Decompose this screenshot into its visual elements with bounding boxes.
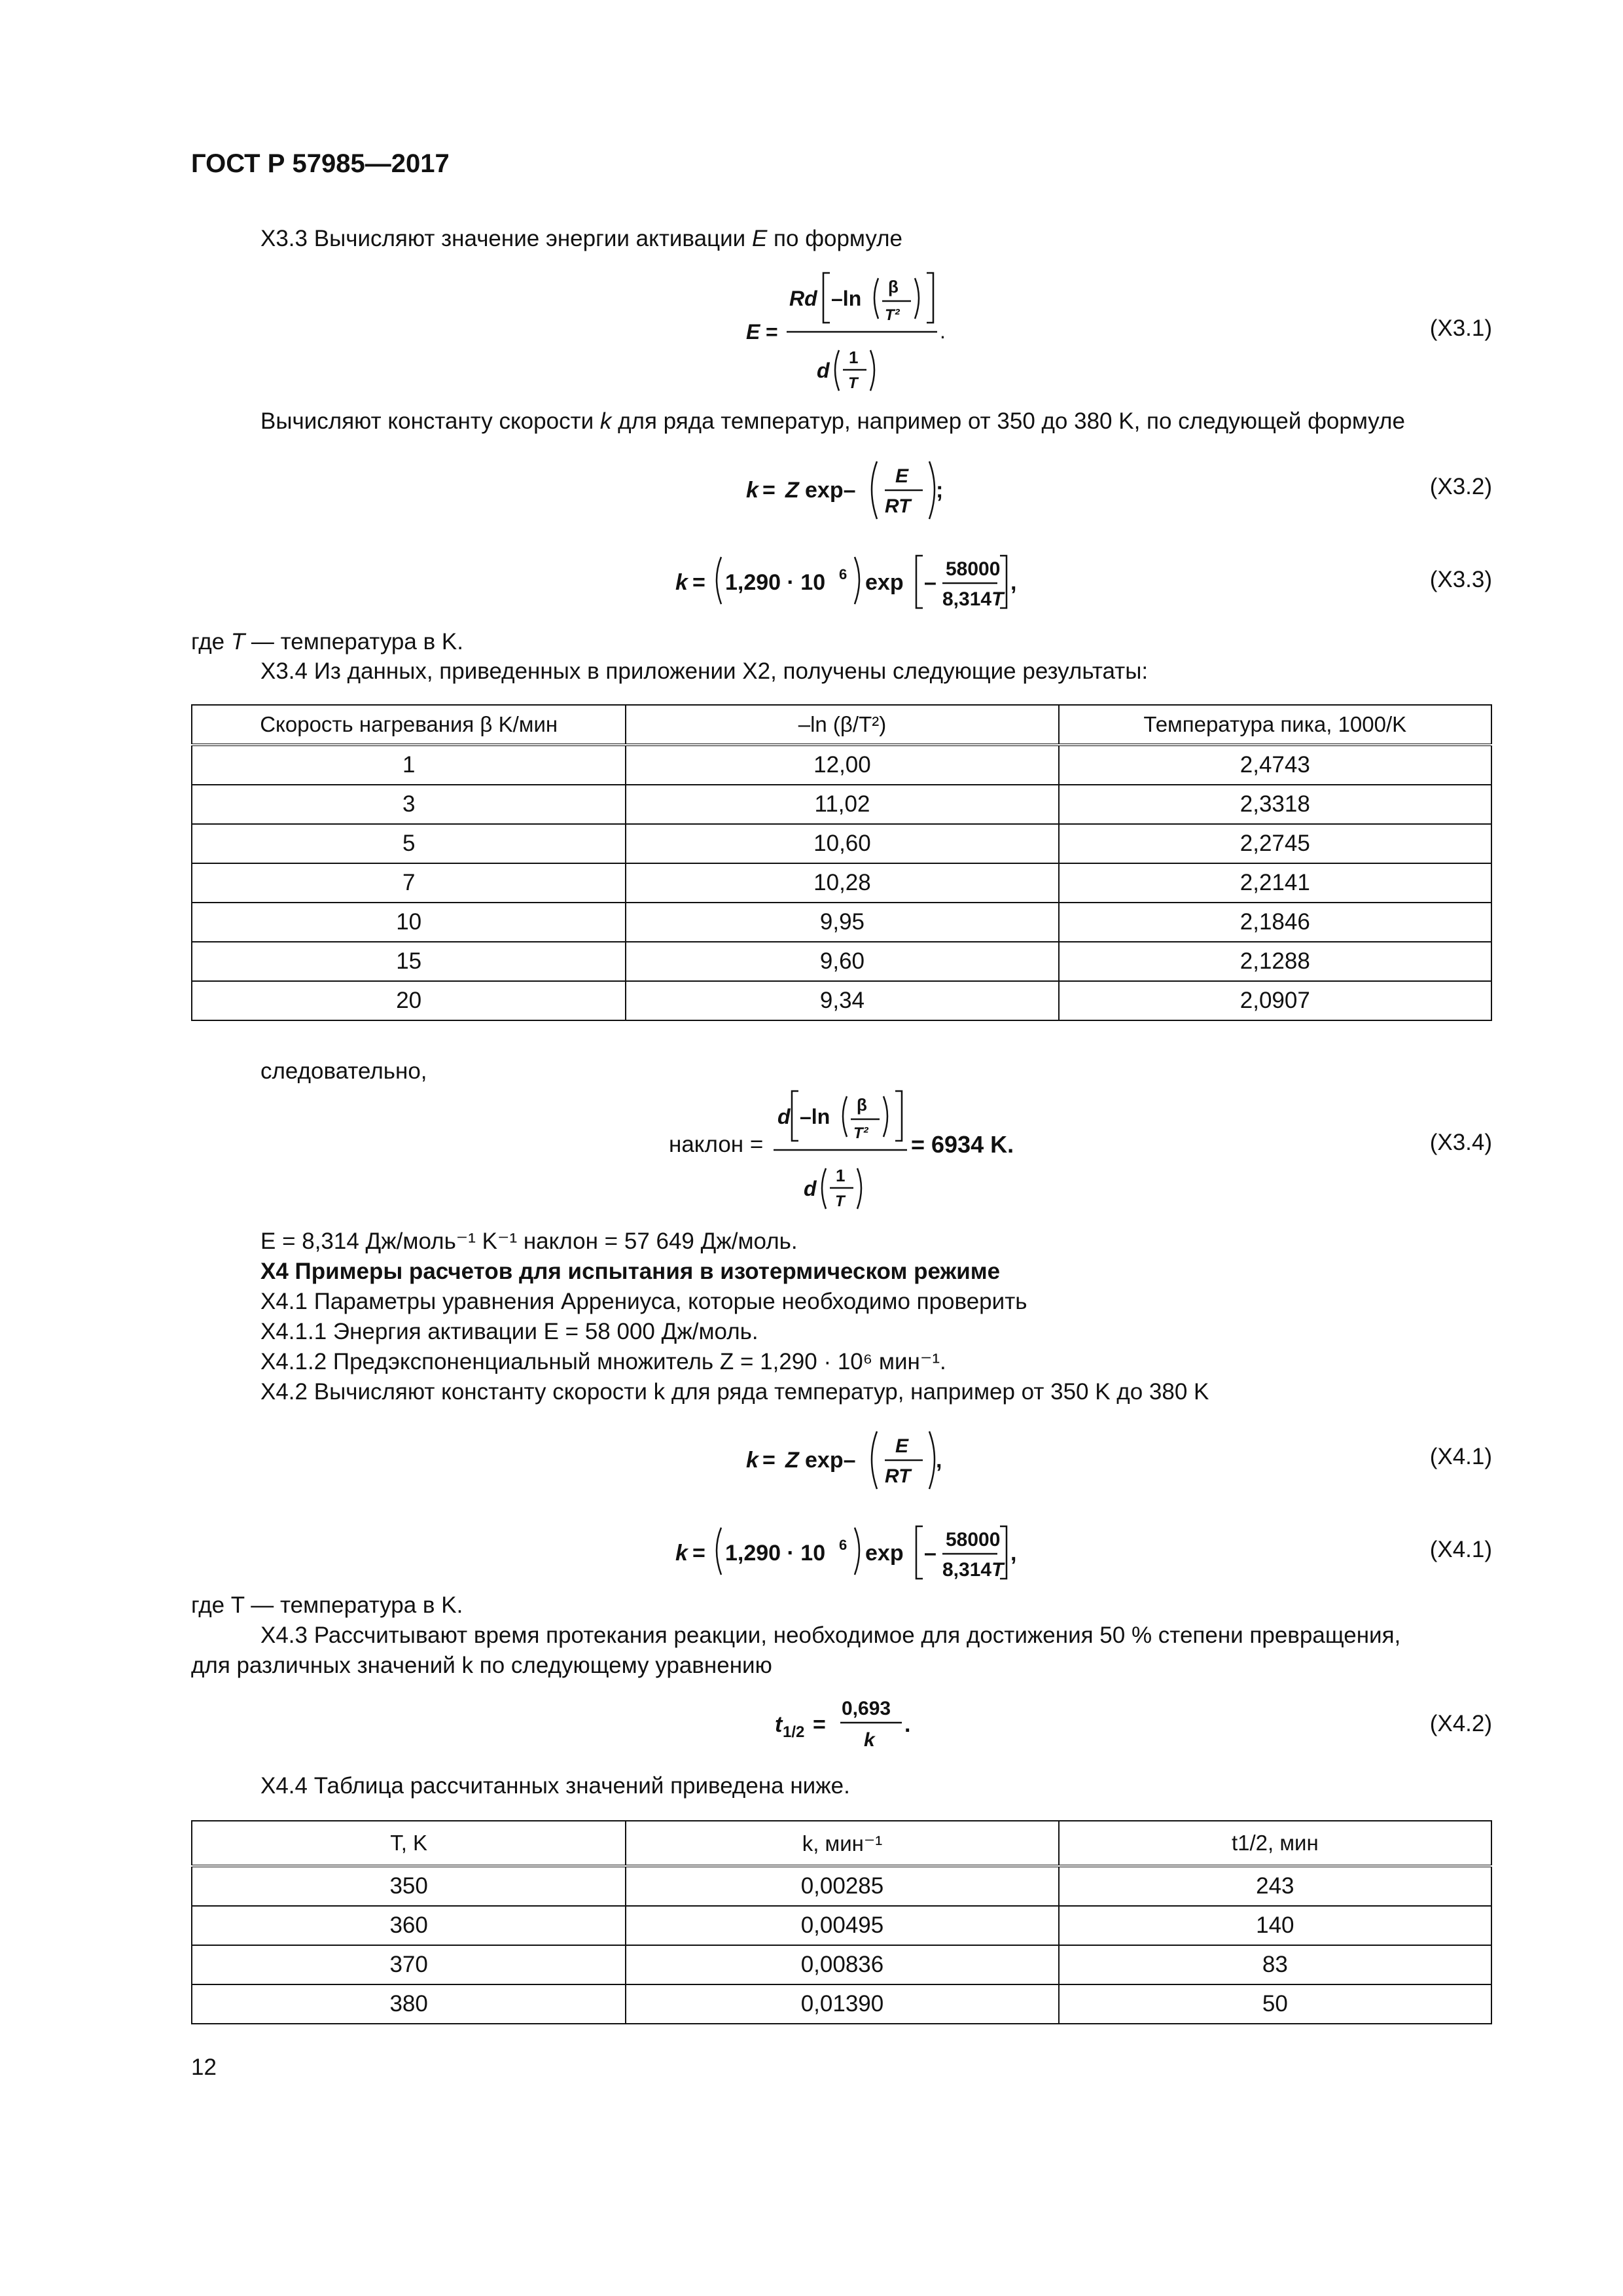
svg-text:;: ; — [936, 478, 944, 503]
svg-text:,: , — [936, 1448, 942, 1473]
svg-text:k: k — [675, 1541, 688, 1566]
table-cell: 20 — [192, 981, 626, 1020]
table-cell: 0,00495 — [626, 1906, 1058, 1945]
svg-text:exp: exp — [865, 1541, 904, 1566]
table-cell: 380 — [192, 1984, 626, 2024]
svg-text:=: = — [692, 1541, 705, 1566]
svg-text:=: = — [813, 1712, 826, 1737]
activation-energy-result: E = 8,314 Дж/моль⁻¹ K⁻¹ наклон = 57 649 Дж/моль. — [260, 1229, 798, 1254]
table-cell: 15 — [192, 942, 626, 981]
svg-text:0,693: 0,693 — [842, 1698, 891, 1719]
svg-text:8,314T: 8,314T — [942, 1559, 1004, 1581]
equation-number-x33: (X3.3) — [1429, 567, 1492, 592]
formula-x33 — [668, 547, 1034, 619]
table-cell: 10,60 — [626, 824, 1058, 863]
paragraph-x43-line2: для различных значений k по следующему уравнению — [191, 1653, 772, 1678]
page-number: 12 — [191, 2054, 217, 2080]
svg-text:–: – — [924, 570, 936, 595]
table-cell: 10,28 — [626, 863, 1058, 903]
svg-text:E: E — [746, 320, 760, 344]
svg-text:,: , — [1010, 570, 1017, 595]
table-row — [192, 1866, 1491, 1906]
paragraph-x33: X3.3 Вычисляют значение энергии активации E по формуле — [260, 226, 902, 251]
svg-text:RT: RT — [885, 495, 911, 517]
table-cell: 50 — [1059, 1984, 1491, 2024]
column-header: t1/2, мин — [1059, 1821, 1491, 1866]
svg-text:–: – — [924, 1541, 936, 1566]
table-cell: 2,1846 — [1059, 903, 1491, 942]
paragraph-x43-line1: X4.3 Рассчитывают время протекания реакции, необходимое для достижения 50 % степени превращения, — [260, 1623, 1401, 1648]
svg-text:RT: RT — [885, 1465, 911, 1487]
equation-number-x32: (X3.2) — [1429, 474, 1492, 499]
svg-text:1/2: 1/2 — [783, 1723, 805, 1741]
svg-text:–ln: –ln — [800, 1105, 830, 1128]
svg-text:Z: Z — [785, 478, 799, 503]
table-row — [192, 981, 1491, 1020]
paragraph-x412: X4.1.2 Предэкспоненциальный множитель Z = 1,290 · 10⁶ мин⁻¹. — [260, 1349, 946, 1374]
svg-text:d: d — [804, 1177, 817, 1200]
formula-x42 — [772, 1689, 942, 1761]
table-cell: 360 — [192, 1906, 626, 1945]
table-cell: 2,2745 — [1059, 824, 1491, 863]
formula-x32 — [740, 455, 962, 527]
table-row — [192, 1984, 1491, 2024]
table-cell: 243 — [1059, 1866, 1491, 1906]
paragraph-x41: X4.1 Параметры уравнения Аррениуса, которые необходимо проверить — [260, 1289, 1027, 1314]
svg-text:exp–: exp– — [805, 478, 856, 503]
formula-x41b — [668, 1517, 1034, 1589]
equation-number-x42: (X4.2) — [1429, 1711, 1492, 1736]
table-cell: 370 — [192, 1945, 626, 1984]
svg-text:T²: T² — [853, 1124, 868, 1142]
table-cell: 9,60 — [626, 942, 1058, 981]
table-row — [192, 903, 1491, 942]
svg-text:6: 6 — [839, 1537, 847, 1553]
column-header: –ln (β/T²) — [626, 705, 1058, 745]
svg-text:E: E — [895, 1435, 909, 1457]
table-cell: 2,1288 — [1059, 942, 1491, 981]
calculated-values-table — [191, 1820, 1492, 2024]
table-cell: 7 — [192, 863, 626, 903]
svg-text:=: = — [762, 478, 776, 503]
column-header: T, K — [192, 1821, 626, 1866]
table-cell: 11,02 — [626, 785, 1058, 824]
table-cell: 9,95 — [626, 903, 1058, 942]
table-cell: 350 — [192, 1866, 626, 1906]
table-header-row — [192, 705, 1491, 745]
table-cell: 0,01390 — [626, 1984, 1058, 2024]
svg-text:k: k — [864, 1729, 875, 1751]
paragraph-x42: X4.2 Вычисляют константу скорости k для ряда температур, например от 350 K до 380 K — [260, 1379, 1209, 1405]
table-cell: 0,00285 — [626, 1866, 1058, 1906]
where-definition-t-2: где T — температура в K. — [191, 1592, 463, 1618]
paragraph-rate-constant: Вычисляют константу скорости k для ряда температур, например от 350 до 380 K, по следующей формуле — [260, 408, 1405, 434]
svg-text:8,314T: 8,314T — [942, 588, 1004, 610]
equation-number-x31: (X3.1) — [1429, 315, 1492, 341]
svg-text:=: = — [692, 570, 705, 595]
table-cell: 2,2141 — [1059, 863, 1491, 903]
table-row — [192, 1945, 1491, 1984]
document-header: ГОСТ Р 57985—2017 — [191, 149, 450, 178]
where-definition-t: где T — температура в K. — [191, 629, 463, 655]
svg-text:T²: T² — [885, 306, 900, 324]
svg-text:58000: 58000 — [946, 1529, 1001, 1551]
equation-number-x34: (X3.4) — [1429, 1130, 1492, 1155]
table-cell: 2,0907 — [1059, 981, 1491, 1020]
column-header: Температура пика, 1000/K — [1059, 705, 1491, 745]
section-x4-title: X4 Примеры расчетов для испытания в изотермическом режиме — [260, 1259, 1001, 1284]
slope-label: наклон = — [669, 1132, 764, 1157]
svg-text:1: 1 — [849, 348, 859, 367]
svg-text:exp–: exp– — [805, 1448, 856, 1473]
svg-text:Rd: Rd — [789, 287, 817, 310]
svg-text:E: E — [895, 465, 909, 487]
table-cell: 3 — [192, 785, 626, 824]
svg-text:=: = — [762, 1448, 776, 1473]
svg-text:–ln: –ln — [831, 287, 862, 310]
table-cell: 83 — [1059, 1945, 1491, 1984]
paragraph-therefore: следовательно, — [260, 1058, 427, 1084]
svg-text:k: k — [675, 570, 688, 595]
table-cell: 10 — [192, 903, 626, 942]
table-cell: 0,00836 — [626, 1945, 1058, 1984]
svg-text:6: 6 — [839, 566, 847, 583]
svg-text:,: , — [1010, 1541, 1017, 1566]
svg-text:t: t — [775, 1712, 783, 1737]
paragraph-x44: X4.4 Таблица рассчитанных значений приведена ниже. — [260, 1773, 850, 1799]
table-row — [192, 863, 1491, 903]
svg-text:exp: exp — [865, 570, 904, 595]
svg-text:β: β — [857, 1095, 867, 1115]
paragraph-x34: X3.4 Из данных, приведенных в приложении X2, получены следующие результаты: — [260, 658, 1149, 684]
table-cell: 1 — [192, 745, 626, 785]
paragraph-x411: X4.1.1 Энергия активации E = 58 000 Дж/моль. — [260, 1319, 758, 1344]
svg-text:k: k — [746, 1448, 758, 1473]
table-cell: 9,34 — [626, 981, 1058, 1020]
table-cell: 12,00 — [626, 745, 1058, 785]
column-header: Скорость нагревания β K/мин — [192, 705, 626, 745]
table-cell: 5 — [192, 824, 626, 863]
equation-number-x41b: (X4.1) — [1429, 1537, 1492, 1562]
table-row — [192, 942, 1491, 981]
equation-number-x41a: (X4.1) — [1429, 1444, 1492, 1469]
svg-text:k: k — [746, 478, 758, 503]
results-table — [191, 704, 1492, 1021]
svg-text:1,290 · 10: 1,290 · 10 — [725, 570, 826, 595]
svg-text:58000: 58000 — [946, 558, 1001, 580]
svg-text:1,290 · 10: 1,290 · 10 — [725, 1541, 826, 1566]
table-row — [192, 1906, 1491, 1945]
svg-text:1: 1 — [836, 1166, 846, 1185]
table-row — [192, 824, 1491, 863]
slope-value: = 6934 K. — [911, 1131, 1014, 1158]
svg-text:.: . — [940, 319, 946, 343]
svg-text:d: d — [817, 359, 830, 382]
table-cell: 140 — [1059, 1906, 1491, 1945]
formula-x41a — [740, 1425, 962, 1497]
formula-x31 — [740, 265, 975, 396]
svg-text:Z: Z — [785, 1448, 799, 1473]
table-row — [192, 745, 1491, 785]
table-header-row — [192, 1821, 1491, 1866]
svg-text:T: T — [835, 1193, 845, 1210]
table-cell: 2,3318 — [1059, 785, 1491, 824]
table-row — [192, 785, 1491, 824]
table-cell: 2,4743 — [1059, 745, 1491, 785]
svg-text:T: T — [848, 374, 858, 392]
column-header: k, мин⁻¹ — [626, 1821, 1058, 1866]
svg-text:.: . — [904, 1712, 911, 1737]
svg-text:=: = — [766, 320, 778, 344]
svg-text:d: d — [777, 1105, 791, 1128]
svg-text:β: β — [888, 277, 899, 296]
